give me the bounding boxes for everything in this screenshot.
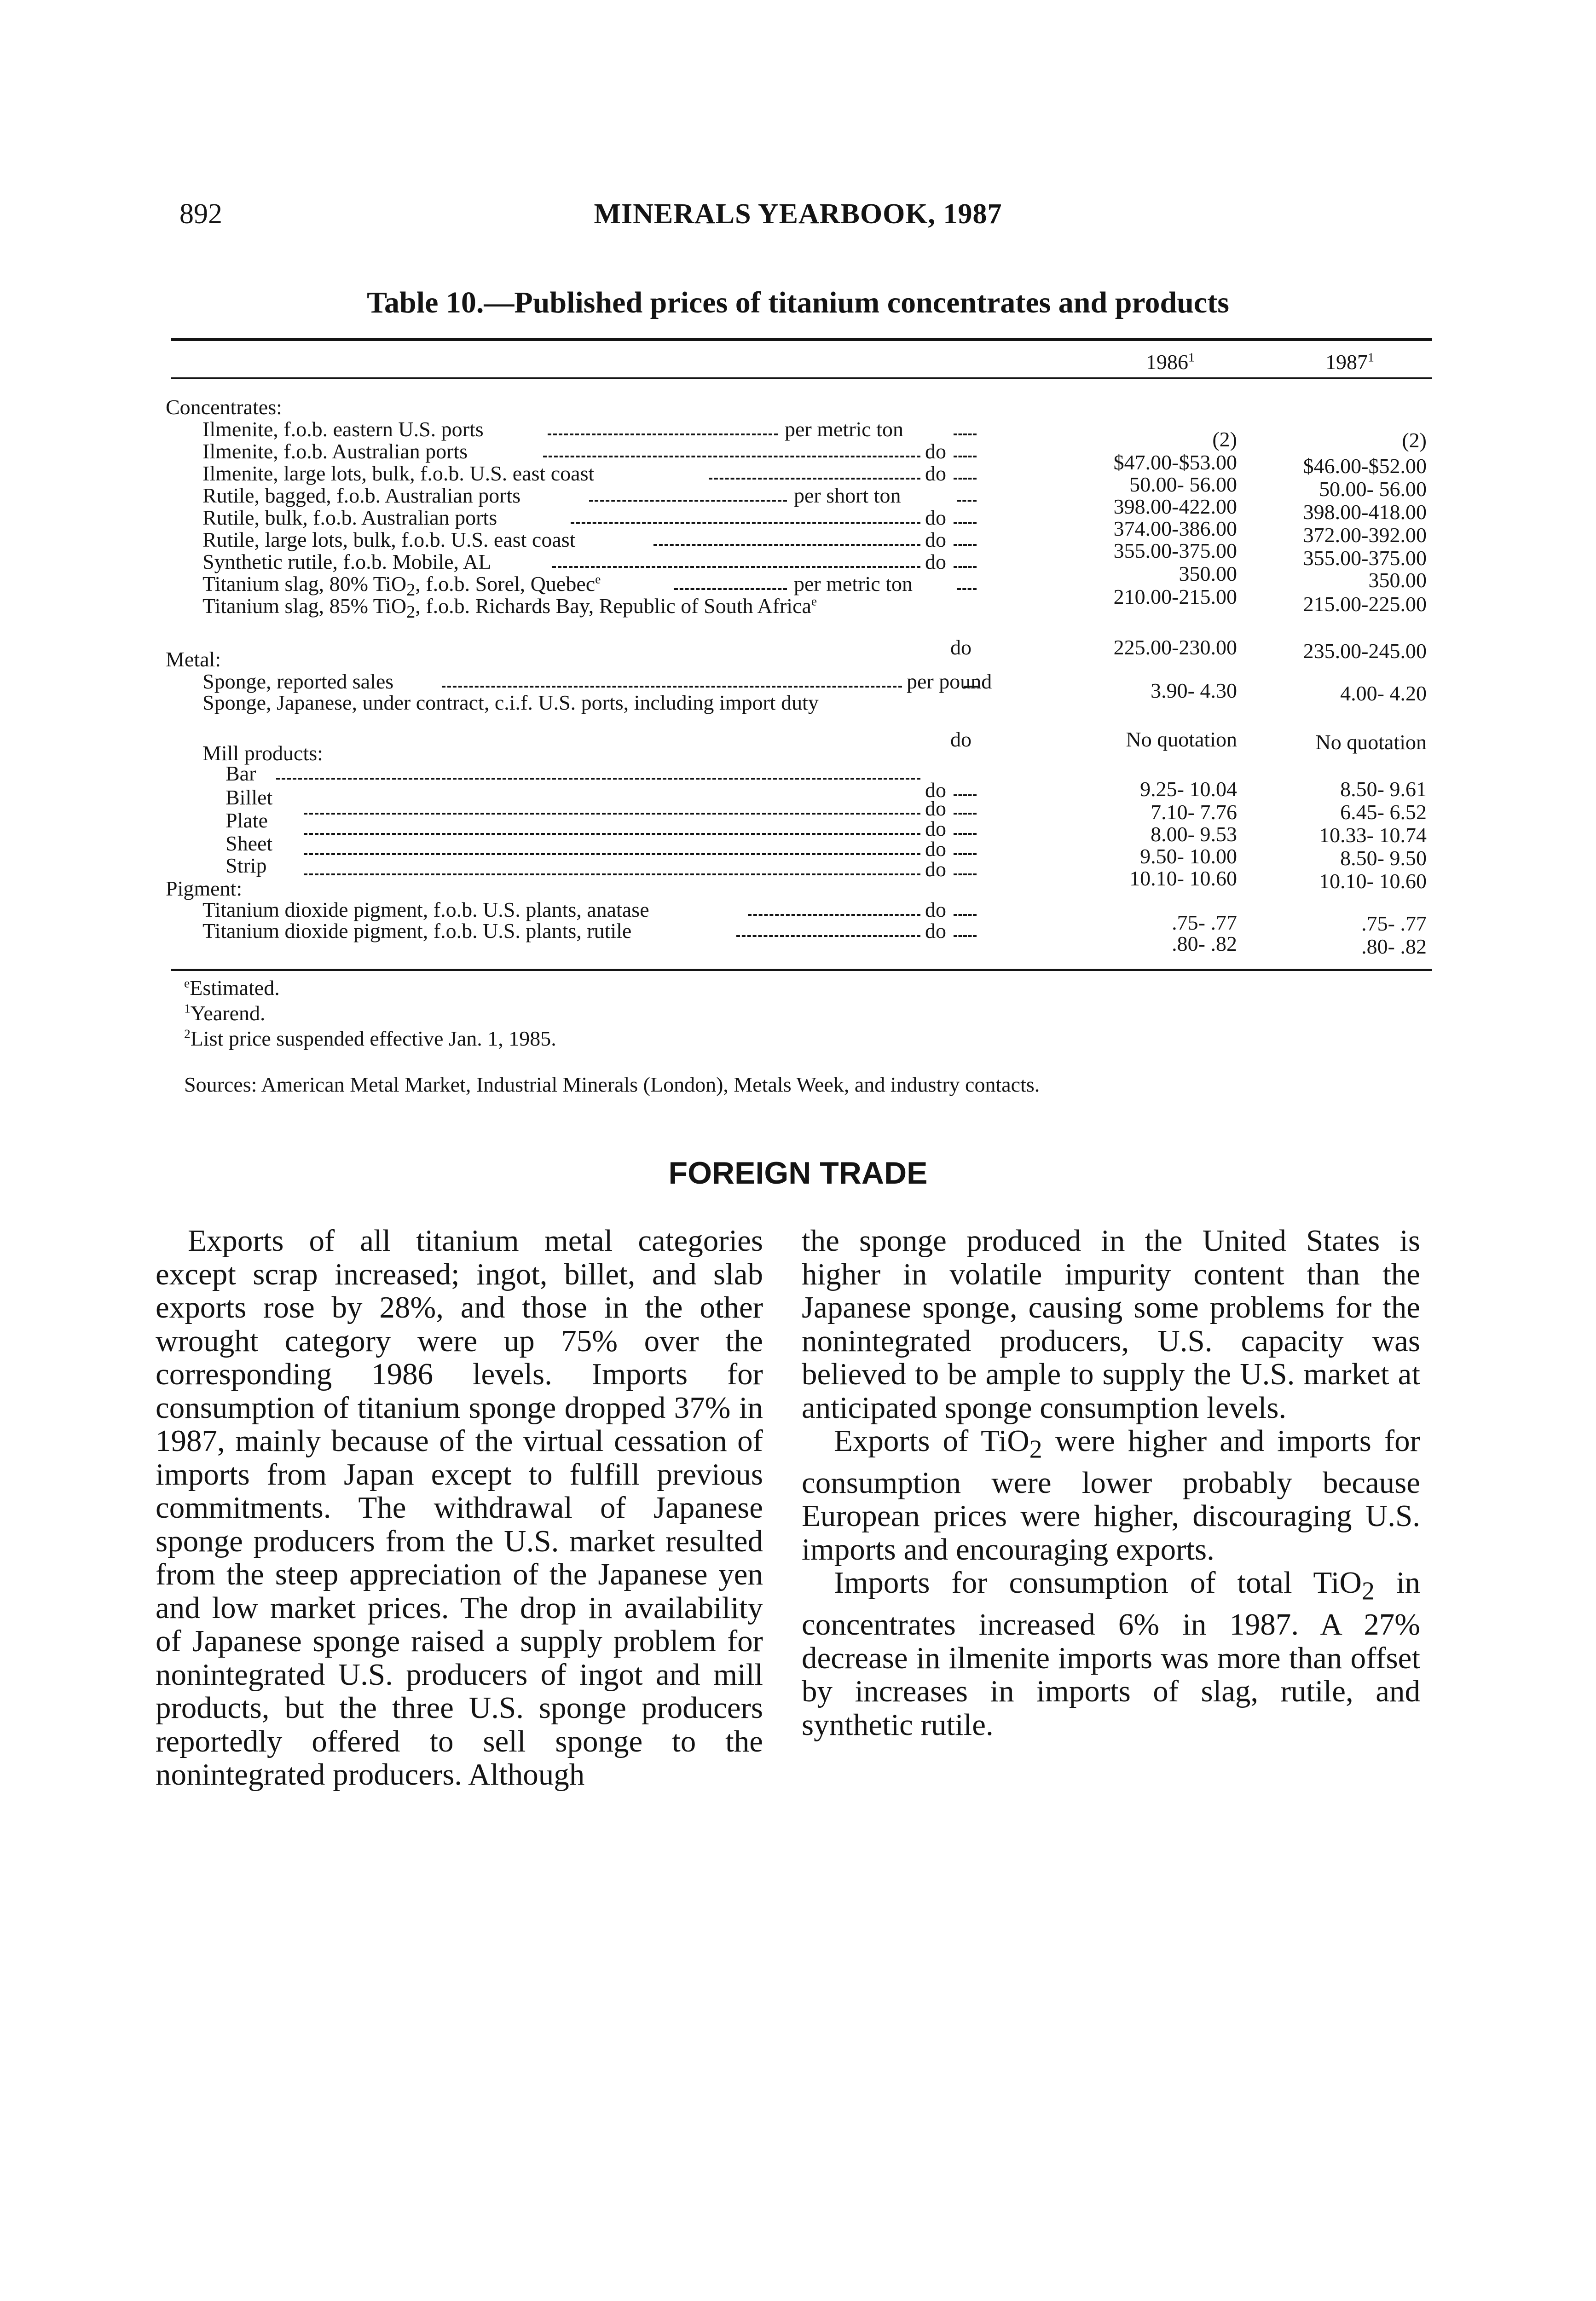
row-unit: do — [950, 728, 971, 751]
row-unit: do — [925, 550, 946, 573]
row-1987-value: .80- .82 — [1361, 935, 1427, 958]
row-label: Titanium slag, 80% TiO$_2$, f.o.b. Sorel, Quebec$^e$ — [202, 572, 601, 600]
row-label: Titanium dioxide pigment, f.o.b. U.S. plants, rutile — [202, 919, 632, 942]
row-label: Rutile, bulk, f.o.b. Australian ports — [202, 506, 497, 529]
leader-dots — [552, 566, 920, 568]
row-unit: per metric ton — [785, 417, 904, 441]
row-unit: do — [925, 898, 946, 921]
row-unit: per short ton — [794, 484, 901, 507]
text-column-left — [156, 1224, 763, 1792]
row-label: Titanium dioxide pigment, f.o.b. U.S. plants, anatase — [202, 898, 649, 921]
row-label: Synthetic rutile, f.o.b. Mobile, AL — [202, 550, 492, 573]
row-1987-value: 6.45- 6.52 — [1340, 800, 1427, 824]
paragraph: Exports of all titanium metal categories except scrap increased; ingot, billet, and slab exports rose by 28%, and those in the other wrought category were up 75% over the corresponding 1986 levels. Imports for consumption of titanium sponge dropped 37% in 1987, mainly because of the virtual cessation of imports from Japan except to fulfill previous commitments. The withdrawal of Japanese sponge producers from the U.S. market resulted from the steep appreciation of the Japanese yen and low market prices. The drop in availability of Japanese sponge raised a supply problem for nonintegrated U.S. producers of ingot and mill products, but the three U.S. sponge producers reportedly offered to sell sponge to the nonintegrated producers. Although — [156, 1224, 763, 1792]
row-unit: do — [925, 528, 946, 551]
leader-dots — [954, 873, 977, 875]
row-1986-note: (2) — [1212, 428, 1237, 451]
row-label: Bar — [226, 762, 256, 785]
leader-dots — [954, 478, 977, 480]
row-1986-value: 50.00- 56.00 — [1129, 473, 1237, 496]
leader-dots — [957, 500, 977, 502]
leader-dots — [548, 434, 778, 435]
row-1987-value: $46.00-$52.00 — [1303, 454, 1427, 478]
section-concentrates: Concentrates: — [166, 395, 282, 419]
row-1987-value: 10.10- 10.60 — [1319, 869, 1427, 893]
row-1986-value: 7.10- 7.76 — [1151, 800, 1237, 824]
row-1987-value: 398.00-418.00 — [1303, 500, 1427, 524]
section-mill-products: Mill products: — [202, 741, 323, 765]
row-1987-value: 350.00 — [1368, 568, 1427, 592]
leader-dots — [571, 522, 920, 524]
leader-dots — [954, 434, 977, 435]
row-label: Strip — [226, 854, 267, 877]
row-1986-value: $47.00-$53.00 — [1113, 451, 1237, 474]
leader-dots — [957, 588, 977, 590]
price-table — [166, 397, 1436, 963]
leader-dots — [964, 686, 978, 688]
footnote-list-price: $^2$List price suspended effective Jan. 1, 1985. — [184, 1026, 556, 1050]
row-1987-value: 235.00-245.00 — [1303, 639, 1427, 663]
leader-dots — [954, 566, 977, 568]
row-unit: do — [925, 837, 946, 861]
row-1986-value: No quotation — [1126, 728, 1237, 751]
leader-dots — [954, 813, 977, 815]
row-1986-value: .80- .82 — [1172, 932, 1237, 955]
leader-dots — [589, 500, 787, 502]
row-1987-value: 372.00-392.00 — [1303, 523, 1427, 547]
row-1987-value: 215.00-225.00 — [1303, 592, 1427, 616]
column-header-1986: 1986$^1$ — [1146, 350, 1195, 374]
section-title: FOREIGN TRADE — [668, 1156, 928, 1191]
leader-dots — [954, 794, 977, 796]
row-unit: do — [925, 797, 946, 820]
table-title: Table 10.—Published prices of titanium concentrates and products — [367, 286, 1229, 319]
table-header-rule — [171, 377, 1432, 379]
row-unit: do — [925, 439, 946, 463]
row-unit: do — [925, 462, 946, 485]
leader-dots — [304, 833, 920, 835]
row-1987-value: 8.50- 9.50 — [1340, 846, 1427, 870]
row-1987-value: .75- .77 — [1361, 912, 1427, 935]
row-label: Ilmenite, f.o.b. eastern U.S. ports — [202, 417, 484, 441]
row-unit: do — [925, 778, 946, 802]
row-1987-value: 8.50- 9.61 — [1340, 777, 1427, 801]
row-1986-value: 9.25- 10.04 — [1140, 777, 1237, 801]
leader-dots — [543, 456, 920, 457]
row-1987-value: 10.33- 10.74 — [1319, 823, 1427, 847]
row-1987-value: 50.00- 56.00 — [1319, 477, 1427, 501]
leader-dots — [954, 914, 977, 916]
leader-dots — [653, 544, 920, 546]
column-header-1987: 1987$^1$ — [1325, 350, 1374, 374]
row-1986-value: 210.00-215.00 — [1113, 585, 1237, 608]
row-unit: do — [925, 919, 946, 942]
row-unit: per metric ton — [794, 572, 913, 595]
paragraph: Imports for consumption of total TiO$_2$ in concentrates increased 6% in 1987. A 27% decrease in ilmenite imports was more than offset by increases in imports of slag, rutile, and synthetic rutile. — [802, 1566, 1420, 1742]
leader-dots — [954, 935, 977, 937]
row-1986-value: 350.00 — [1179, 562, 1237, 585]
text-column-right — [802, 1224, 1420, 1741]
leader-dots — [304, 873, 920, 875]
row-1986-value: 9.50- 10.00 — [1140, 844, 1237, 868]
section-metal: Metal: — [166, 648, 221, 671]
row-unit: per pound — [907, 670, 992, 693]
table-sources: Sources: American Metal Market, Industrial Minerals (London), Metals Week, and industry contacts. — [184, 1073, 1040, 1096]
row-unit: do — [950, 636, 971, 659]
row-label: Sponge, reported sales — [202, 670, 394, 693]
row-label: Sheet — [226, 832, 273, 855]
row-label: Titanium slag, 85% TiO$_2$, f.o.b. Richards Bay, Republic of South Africa$^e$ — [202, 594, 817, 622]
page-number: 892 — [179, 198, 222, 230]
footnote-estimated: $^e$Estimated. — [184, 976, 280, 1000]
row-unit: do — [925, 817, 946, 840]
leader-dots — [442, 686, 902, 688]
leader-dots — [954, 544, 977, 546]
leader-dots — [748, 914, 920, 916]
paragraph: the sponge produced in the United States is higher in volatile impurity content than the Japanese sponge, causing some problems for the nonintegrated producers, U.S. capacity was believed to be ample to supply the U.S. market at anticipated sponge consumption levels. — [802, 1224, 1420, 1425]
row-1987-value: No quotation — [1315, 730, 1427, 754]
row-1986-value: 374.00-386.00 — [1113, 517, 1237, 540]
row-1986-value: 355.00-375.00 — [1113, 539, 1237, 562]
row-label: Rutile, bagged, f.o.b. Australian ports — [202, 484, 521, 507]
leader-dots — [954, 833, 977, 835]
row-1986-value: .75- .77 — [1172, 911, 1237, 934]
footnote-yearend: $^1$Yearend. — [184, 1001, 266, 1025]
leader-dots — [276, 778, 920, 780]
row-label: Billet — [226, 786, 273, 809]
row-label: Ilmenite, f.o.b. Australian ports — [202, 439, 468, 463]
row-1986-value: 3.90- 4.30 — [1151, 679, 1237, 702]
section-pigment: Pigment: — [166, 877, 243, 900]
row-label: Rutile, large lots, bulk, f.o.b. U.S. east coast — [202, 528, 576, 551]
paragraph: Exports of TiO$_2$ were higher and imports for consumption were lower probably because European prices were higher, discouraging U.S. imports and encouraging exports. — [802, 1424, 1420, 1567]
leader-dots — [954, 522, 977, 524]
row-1986-value: 225.00-230.00 — [1113, 636, 1237, 659]
leader-dots — [304, 813, 920, 815]
row-1987-value: 355.00-375.00 — [1303, 546, 1427, 570]
row-1987-note: (2) — [1402, 428, 1427, 452]
table-bottom-rule — [171, 969, 1432, 971]
row-1986-value: 398.00-422.00 — [1113, 495, 1237, 518]
row-label: Ilmenite, large lots, bulk, f.o.b. U.S. east coast — [202, 462, 595, 485]
row-unit: do — [925, 506, 946, 529]
row-label: Plate — [226, 809, 268, 832]
row-label: Sponge, Japanese, under contract, c.i.f. U.S. ports, including import duty — [202, 691, 819, 714]
row-1986-value: 8.00- 9.53 — [1151, 822, 1237, 846]
leader-dots — [954, 456, 977, 457]
row-unit: do — [925, 857, 946, 881]
row-1987-value: 4.00- 4.20 — [1340, 682, 1427, 705]
running-head: MINERALS YEARBOOK, 1987 — [594, 198, 1002, 230]
table-top-rule — [171, 338, 1432, 341]
leader-dots — [709, 478, 920, 480]
row-1986-value: 10.10- 10.60 — [1129, 867, 1237, 890]
leader-dots — [954, 853, 977, 855]
leader-dots — [304, 853, 920, 855]
leader-dots — [736, 935, 920, 937]
leader-dots — [674, 588, 787, 590]
